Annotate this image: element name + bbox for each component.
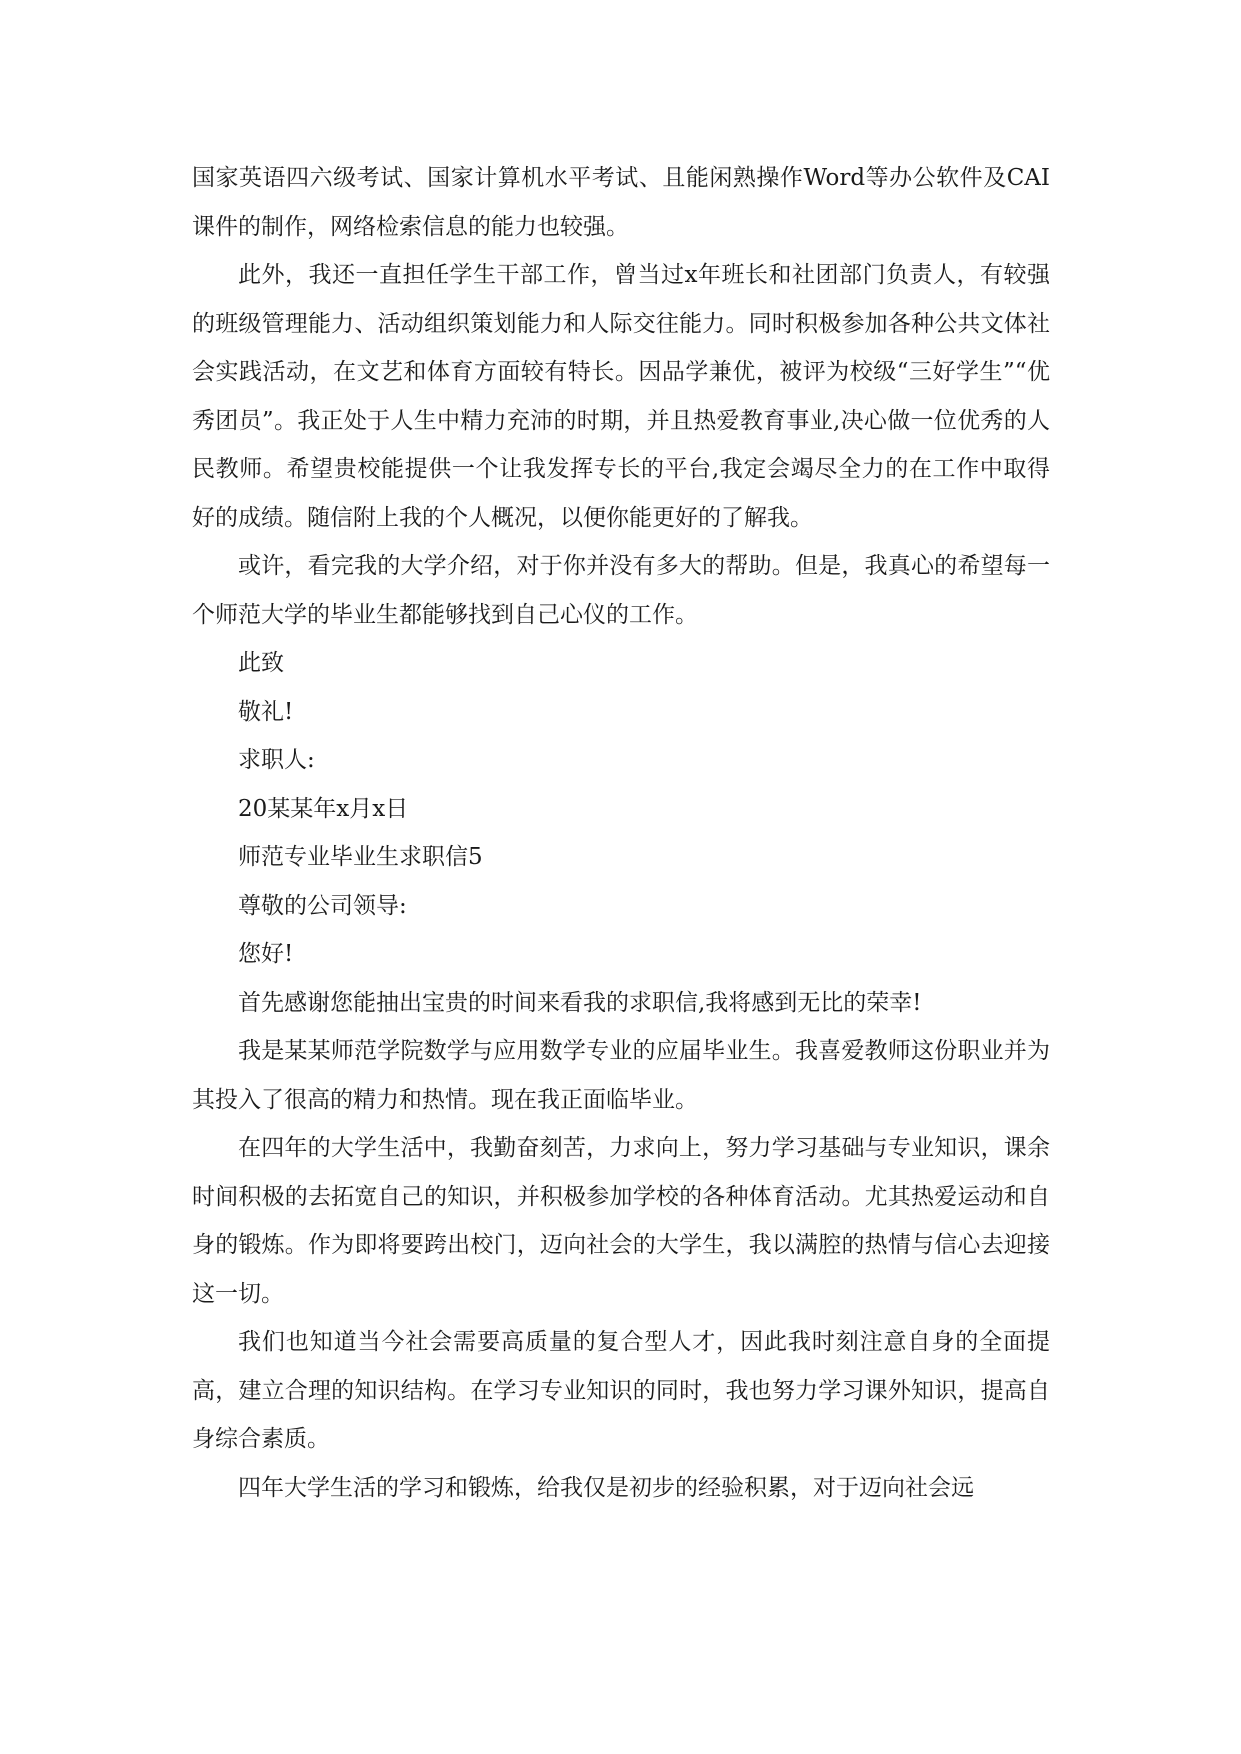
date-line: 20某某年x月x日 <box>238 795 409 822</box>
closing-salutation: 此致 <box>238 650 284 676</box>
paragraph: 我们也知道当今社会需要高质量的复合型人才，因此我时刻注意自身的全面提高，建立合理的知识结构。在学习专业知识的同时，我也努力学习课外知识，提高自身综合素质。 <box>192 1329 1050 1452</box>
document-body <box>192 154 1050 1512</box>
paragraph: 在四年的大学生活中，我勤奋刻苦，力求向上，努力学习基础与专业知识，课余时间积极的去拓宽自己的知识，并积极参加学校的各种体育活动。尤其热爱运动和自身的锻炼。作为即将要跨出校门，迈向社会的大学生，我以满腔的热情与信心去迎接这一切。 <box>192 1135 1050 1307</box>
signature-line: 求职人: <box>238 747 315 773</box>
paragraph: 或许，看完我的大学介绍，对于你并没有多大的帮助。但是，我真心的希望每一个师范大学的毕业生都能够找到自己心仪的工作。 <box>192 553 1050 628</box>
letter-title: 师范专业毕业生求职信5 <box>238 844 483 870</box>
greeting: 您好! <box>238 941 294 967</box>
paragraph: 四年大学生活的学习和锻炼，给我仅是初步的经验积累，对于迈向社会远 <box>238 1474 974 1501</box>
closing-respect: 敬礼! <box>238 698 294 725</box>
paragraph: 此外，我还一直担任学生干部工作，曾当过x年班长和社团部门负责人，有较强的班级管理能力、活动组织策划能力和人际交往能力。同时积极参加各种公共文体社会实践活动，在文艺和体育方面较有特长。因品学兼优，被评为校级“三好学生”“优秀团员”。我正处于人生中精力充沛的时期，并且热爱教育事业,决心做一位优秀的人民教师。希望贵校能提供一个让我发挥专长的平台,我定会竭尽全力的在工作中取得好的成绩。随信附上我的个人概况，以便你能更好的了解我。 <box>192 262 1050 531</box>
paragraph: 我是某某师范学院数学与应用数学专业的应届毕业生。我喜爱教师这份职业并为其投入了很高的精力和热情。现在我正面临毕业。 <box>192 1038 1050 1113</box>
paragraph: 首先感谢您能抽出宝贵的时间来看我的求职信,我将感到无比的荣幸! <box>238 989 922 1016</box>
greeting-addressee: 尊敬的公司领导: <box>238 892 407 919</box>
paragraph: 国家英语四六级考试、国家计算机水平考试、且能闲熟操作Word等办公软件及CAI课件的制作，网络检索信息的能力也较强。 <box>192 165 1050 240</box>
